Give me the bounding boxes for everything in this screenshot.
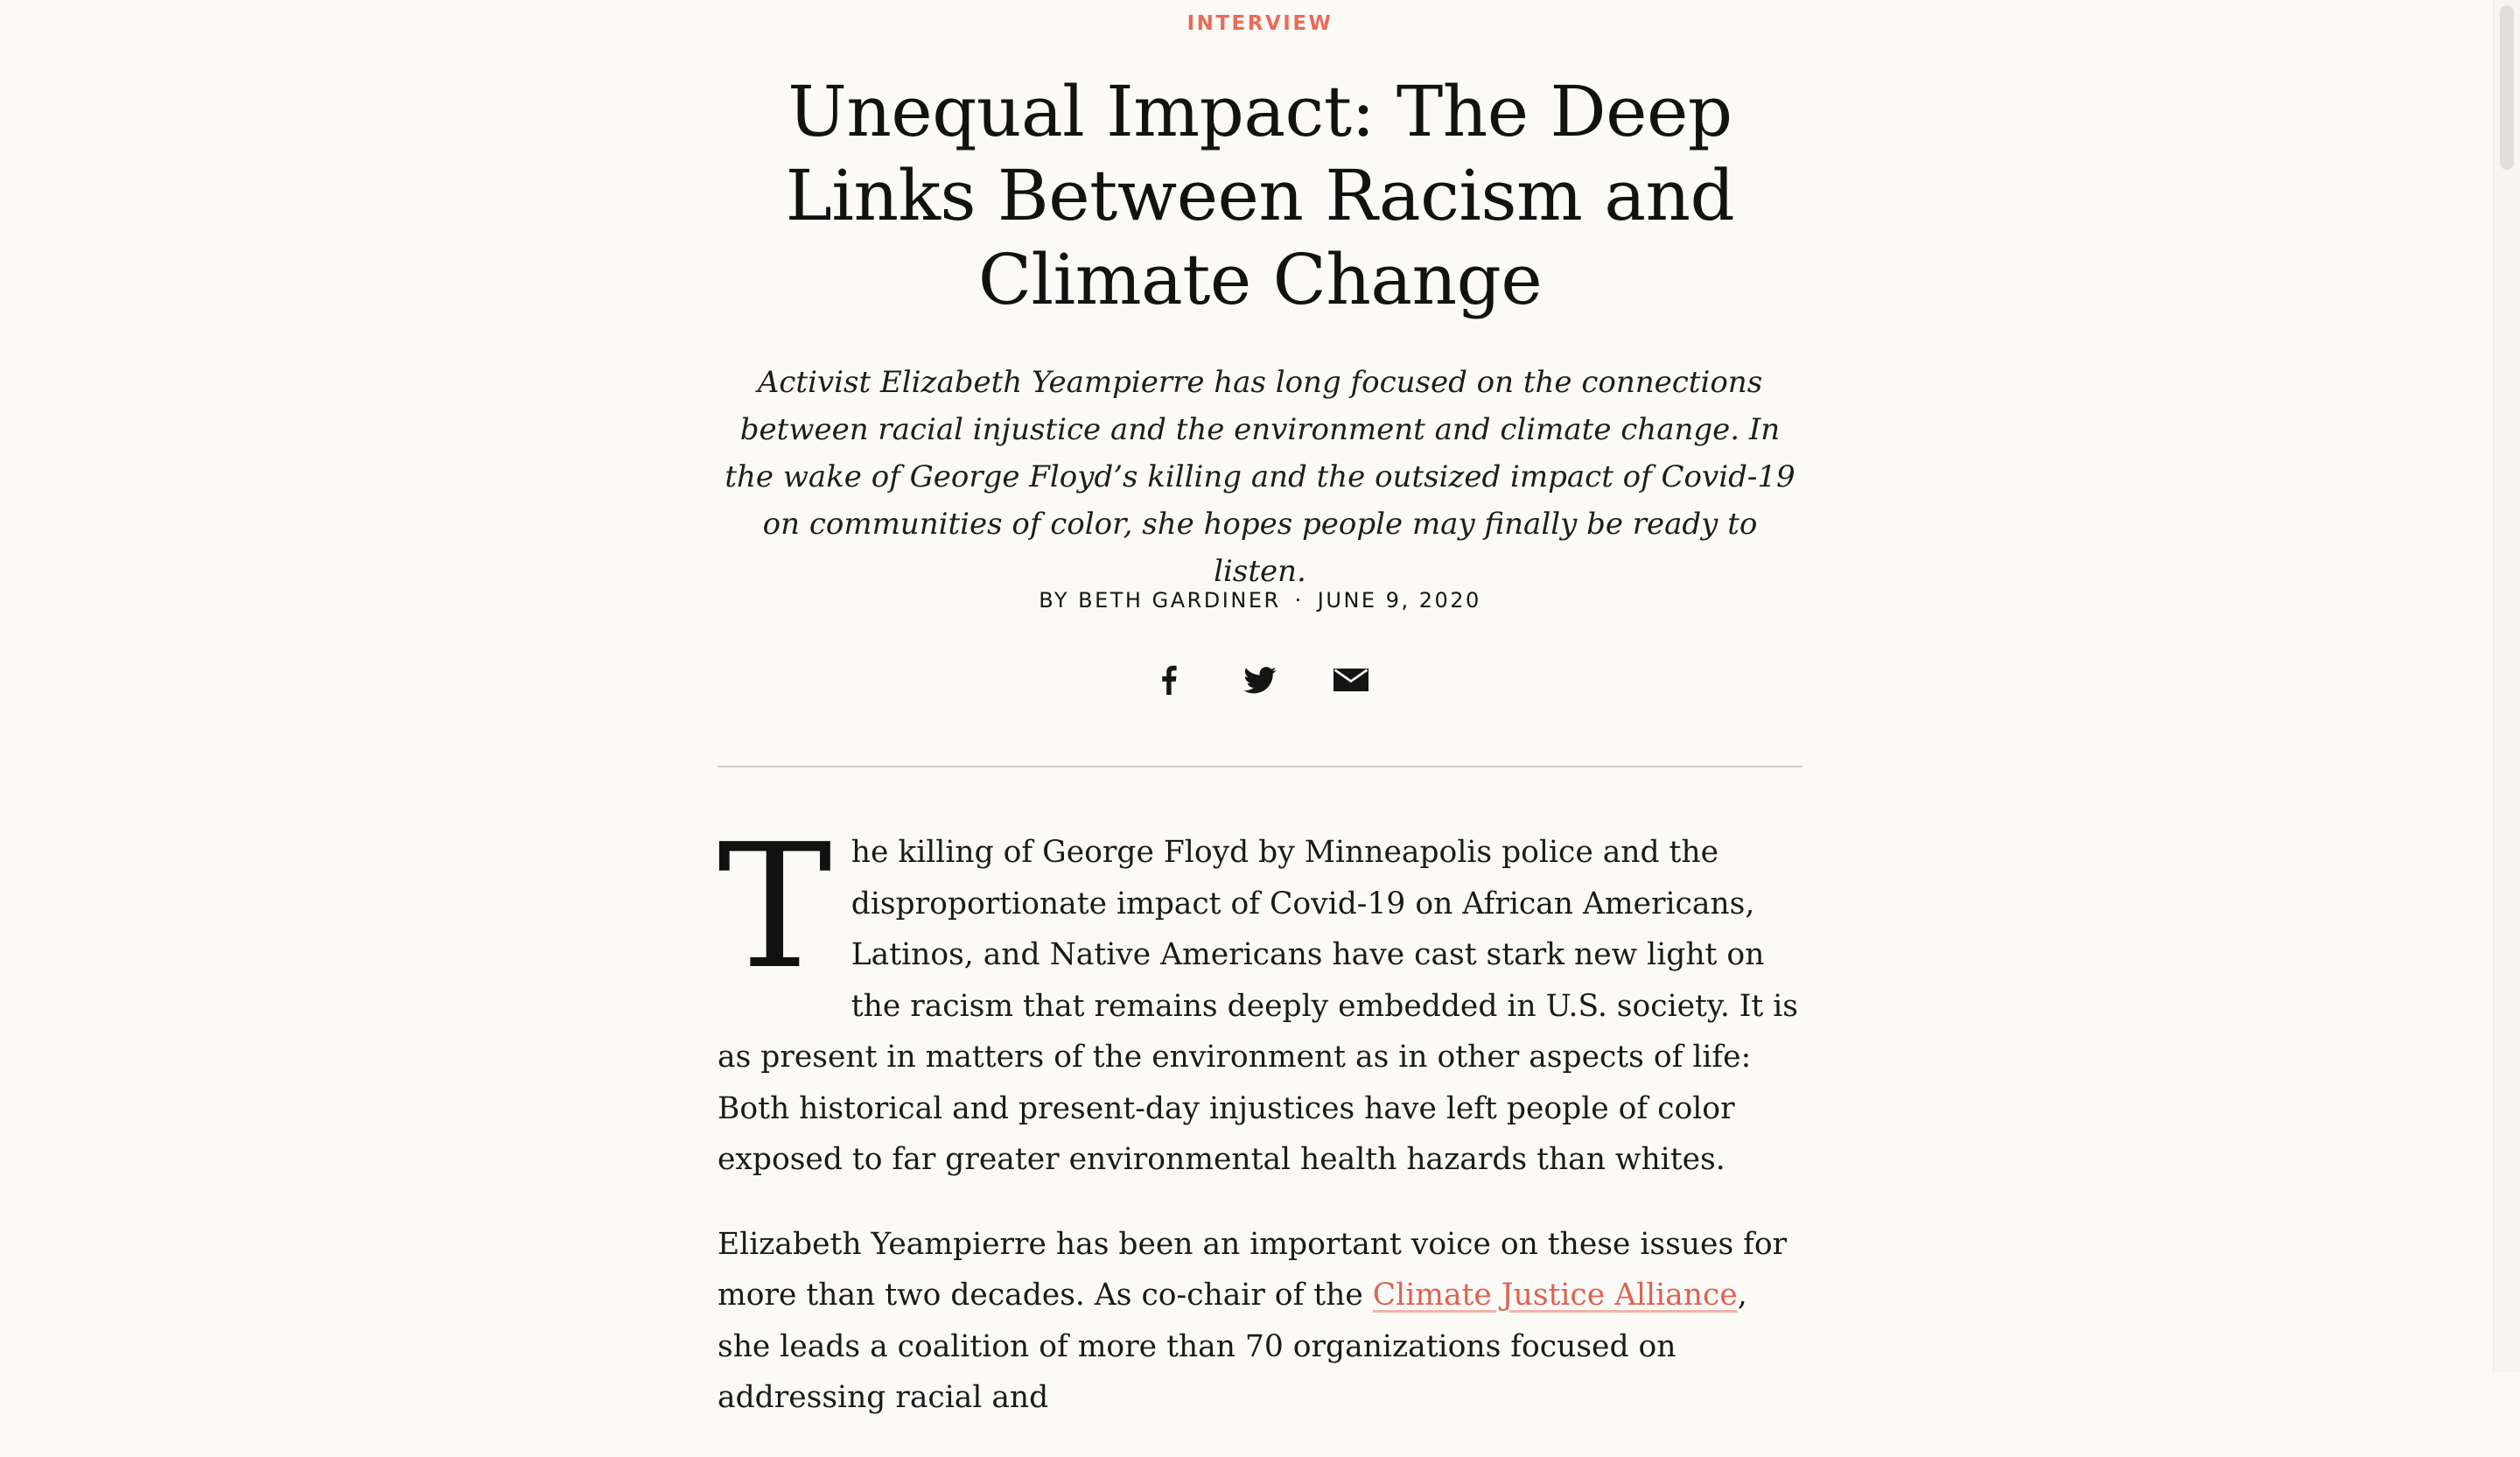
share-bar — [0, 661, 2520, 699]
paragraph-text: he killing of George Floyd by Minneapolis police and the disproportionate impact of Covid-19 on African Americans, Latinos, and Native Americans have cast stark new light on the racism that remains deeply embedded in U.S. society. It is as present in matters of the environment as in other aspects of life: Both historical and present-day injustices have left people of color exposed to far greater environmental health hazards than whites. — [718, 835, 1798, 1177]
paragraph — [718, 1219, 1802, 1424]
article-dek: Activist Elizabeth Yeampierre has long focused on the connections between racial injustice and the environment and climate change. In the wake of George Floyd’s killing and the outsized impact of Covid-19 on communities of color, she hopes people may finally be ready to listen. — [724, 365, 1796, 589]
byline — [0, 588, 2520, 613]
scrollbar[interactable] — [2493, 0, 2520, 1372]
paragraph-text: Elizabeth Yeampierre has been an important voice on these issues for more than two decades. As co-chair of the — [718, 1226, 1788, 1313]
twitter-icon — [1243, 667, 1277, 694]
climate-justice-alliance-link[interactable]: Climate Justice Alliance — [1372, 1278, 1738, 1313]
byline-separator: · — [1294, 588, 1304, 613]
facebook-icon — [1161, 665, 1177, 695]
drop-cap: T — [718, 808, 832, 1007]
scrollbar-thumb[interactable] — [2500, 5, 2514, 170]
byline-date: JUNE 9, 2020 — [1317, 588, 1481, 613]
divider — [718, 766, 1802, 767]
article-body — [718, 808, 1802, 1457]
section-kicker[interactable]: INTERVIEW — [1186, 12, 1334, 35]
email-icon — [1334, 669, 1368, 691]
paragraph-text: , she leads a coalition of more than 70 organizations focused on addressing racial and — [718, 1278, 1747, 1415]
share-email-button[interactable] — [1328, 661, 1374, 699]
share-twitter-button[interactable] — [1237, 661, 1283, 699]
byline-author[interactable]: BY BETH GARDINER — [1039, 588, 1281, 613]
article-title: Unequal Impact: The Deep Links Between Racism and Climate Change — [785, 71, 1735, 320]
share-facebook-button[interactable] — [1146, 661, 1192, 699]
paragraph — [718, 808, 1802, 1186]
